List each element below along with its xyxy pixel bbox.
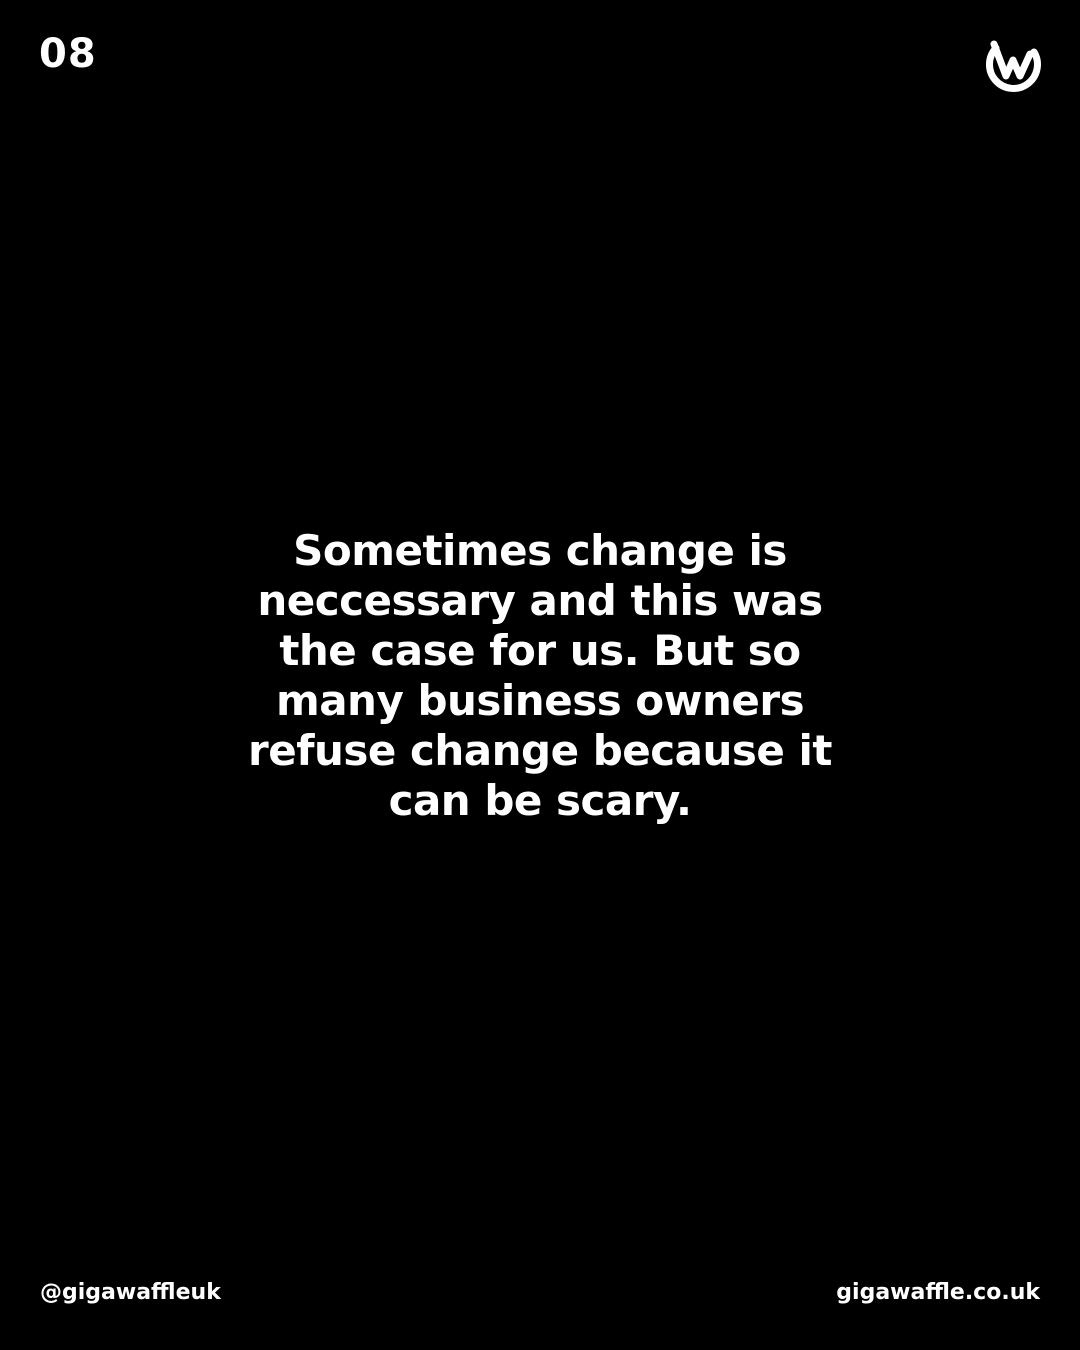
quote-line: the case for us. But so (279, 626, 801, 675)
brand-logo-icon (984, 38, 1042, 96)
slide-number: 08 (39, 31, 97, 77)
quote-line: neccessary and this was (257, 576, 823, 625)
social-handle: @gigawaffleuk (40, 1280, 221, 1305)
quote-line: can be scary. (388, 776, 692, 825)
quote-text (190, 526, 890, 826)
website-url: gigawaffle.co.uk (836, 1280, 1040, 1305)
quote-line: Sometimes change is (293, 526, 787, 575)
quote-line: many business owners (275, 676, 805, 725)
quote-line: refuse change because it (248, 726, 832, 775)
